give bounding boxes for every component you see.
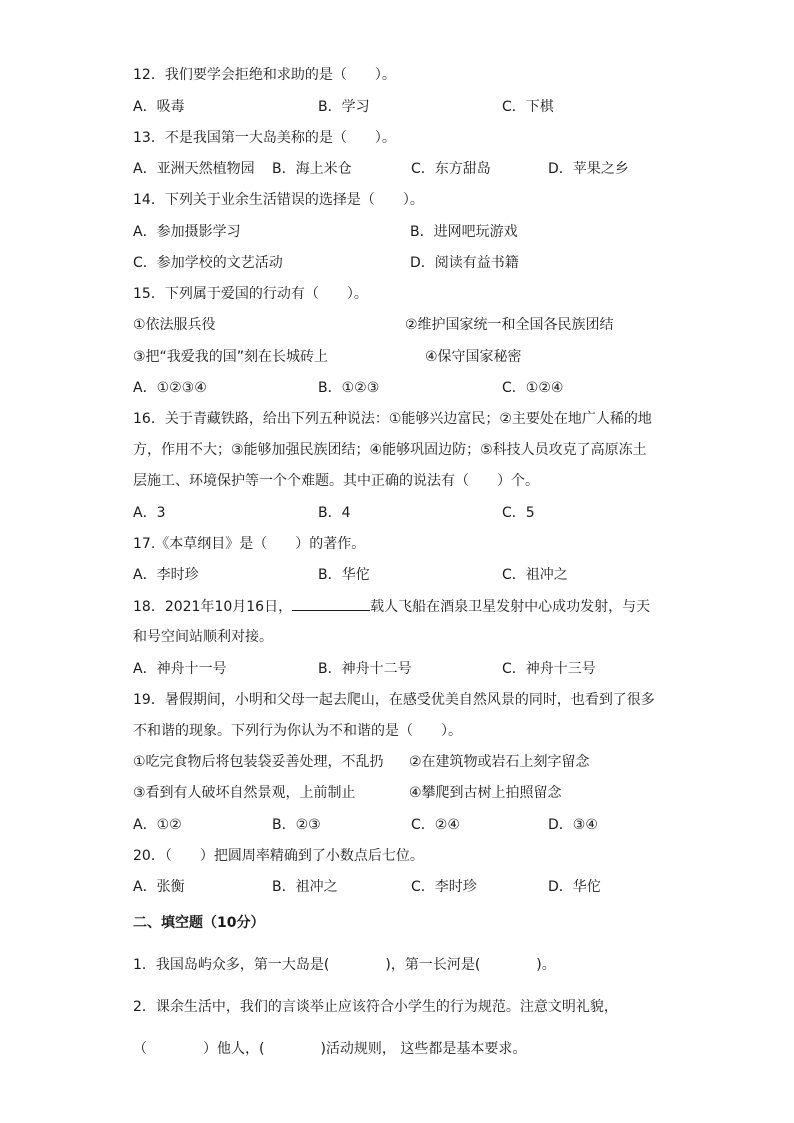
- q14-option-d: D．阅读有益书籍: [410, 255, 519, 271]
- q15-option-b: B．①②③: [318, 380, 380, 396]
- q18-option-a: A．神舟十一号: [133, 661, 227, 677]
- q16-option-c: C．5: [502, 505, 535, 521]
- q12-option-c: C．下棋: [502, 99, 554, 115]
- question-15-stem: 15．下列属于爱国的行动有（ ）。: [133, 286, 368, 302]
- q19-option-a: A．①②: [133, 817, 182, 833]
- q19-item-4: ④攀爬到古树上拍照留念: [409, 785, 562, 801]
- q15-item-2: ②维护国家统一和全国各民族团结: [405, 317, 614, 333]
- q17-option-a: A．李时珍: [133, 567, 199, 583]
- q13-option-b: B．海上米仓: [272, 161, 352, 177]
- q15-item-3: ③把“我爱我的国”刻在长城砖上: [133, 349, 329, 365]
- q13-option-d: D．苹果之乡: [548, 161, 629, 177]
- q19-item-2: ②在建筑物或岩石上刻字留念: [409, 754, 590, 770]
- question-12-stem: 12．我们要学会拒绝和求助的是（ ）。: [133, 67, 396, 83]
- q18-option-b: B．神舟十二号: [318, 661, 412, 677]
- q20-option-c: C．李时珍: [411, 879, 477, 895]
- question-20-stem: 20．（ ）把圆周率精确到了小数点后七位。: [133, 848, 424, 864]
- q20-option-a: A．张衡: [133, 879, 185, 895]
- q15-option-a: A．①②③④: [133, 380, 207, 396]
- q14-option-b: B．进网吧玩游戏: [410, 224, 518, 240]
- question-19-stem-line2: 不和谐的现象。下列行为你认为不和谐的是（ ）。: [133, 723, 462, 739]
- question-16-stem-line2: 方，作用不大；③能够加强民族团结；④能够巩固边防；⑤科技人员攻克了高原冻土: [133, 442, 647, 458]
- q17-option-c: C．祖冲之: [502, 567, 568, 583]
- q19-item-1: ①吃完食物后将包装袋妥善处理，不乱扔: [133, 754, 384, 770]
- fill-in-question-1: 1．我国岛屿众多，第一大岛是( )，第一长河是( )。: [133, 957, 556, 973]
- q20-option-d: D．华佗: [548, 879, 601, 895]
- fill-in-question-2-line2: （ ）他人，( )活动规则， 这些都是基本要求。: [133, 1041, 527, 1057]
- q18-option-c: C．神舟十三号: [502, 661, 596, 677]
- q15-option-c: C．①②④: [502, 380, 564, 396]
- question-13-stem: 13．不是我国第一大岛美称的是（ ）。: [133, 130, 396, 146]
- question-14-stem: 14．下列关于业余生活错误的选择是（ ）。: [133, 192, 424, 208]
- question-18-stem-line2: 和号空间站顺利对接。: [133, 629, 273, 645]
- q19-option-c: C．②④: [411, 817, 460, 833]
- q19-item-3: ③看到有人破坏自然景观，上前制止: [133, 785, 356, 801]
- q20-option-b: B．祖冲之: [272, 879, 338, 895]
- question-16-stem-line3: 层施工、环境保护等一个个难题。其中正确的说法有（ ）个。: [133, 473, 539, 489]
- q19-option-d: D．③④: [548, 817, 598, 833]
- q12-option-a: A．吸毒: [133, 99, 185, 115]
- answer-blank[interactable]: [292, 596, 370, 611]
- question-19-stem-line1: 19．暑假期间，小明和父母一起去爬山，在感受优美自然风景的同时，也看到了很多: [133, 692, 655, 708]
- section-title-fill-in: 二、填空题（10分）: [133, 915, 265, 931]
- q15-item-1: ①依法服兵役: [133, 317, 216, 333]
- question-18-stem: [133, 596, 650, 617]
- question-17-stem: 17.《本草纲目》是（ ）的著作。: [133, 536, 366, 552]
- q18-stem-end: 载人飞船在酒泉卫星发射中心成功发射，与天: [370, 599, 651, 615]
- question-16-stem-line1: 16．关于青藏铁路，给出下列五种说法：①能够兴边富民；②主要处在地广人稀的地: [133, 411, 652, 427]
- q18-stem-start: 18．2021年10月16日，: [133, 599, 293, 615]
- q16-option-b: B．4: [318, 505, 351, 521]
- q14-option-a: A．参加摄影学习: [133, 224, 241, 240]
- q17-option-b: B．华佗: [318, 567, 370, 583]
- q16-option-a: A．3: [133, 505, 166, 521]
- q13-option-c: C．东方甜岛: [411, 161, 491, 177]
- fill-in-question-2-line1: 2．课余生活中，我们的言谈举止应该符合小学生的行为规范。注意文明礼貌，: [133, 999, 618, 1015]
- q14-option-c: C．参加学校的文艺活动: [133, 255, 283, 271]
- q12-option-b: B．学习: [318, 99, 370, 115]
- q13-option-a: A．亚洲天然植物园: [133, 161, 255, 177]
- q15-item-4: ④保守国家秘密: [425, 349, 522, 365]
- q19-option-b: B．②③: [272, 817, 321, 833]
